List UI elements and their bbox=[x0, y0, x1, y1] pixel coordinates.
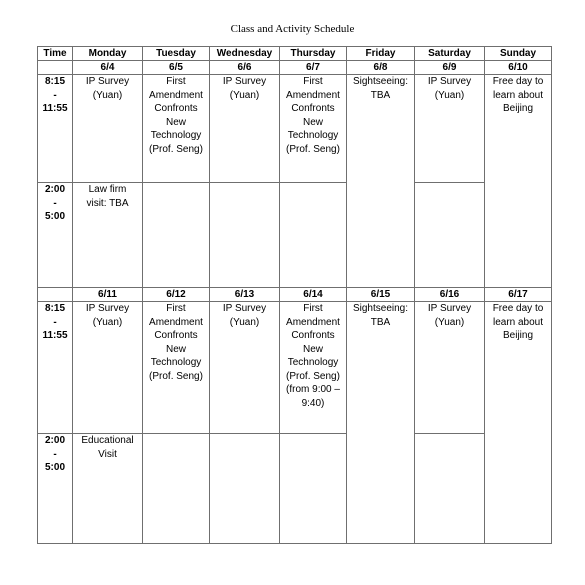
day-header-row bbox=[38, 47, 552, 61]
cell-line: 8:15 bbox=[44, 76, 65, 87]
date-cell: 6/9 bbox=[415, 61, 485, 75]
cell-line: (Yuan) bbox=[229, 316, 260, 328]
schedule-cell bbox=[210, 434, 280, 544]
cell-line: First bbox=[166, 76, 186, 87]
day-header-thursday: Thursday bbox=[280, 47, 347, 61]
schedule-cell bbox=[143, 75, 210, 183]
cell-line: IP Survey bbox=[222, 76, 267, 87]
date-cell: 6/13 bbox=[210, 288, 280, 302]
day-header-monday: Monday bbox=[73, 47, 143, 61]
cell-line: New bbox=[302, 116, 323, 128]
cell-line: First bbox=[303, 303, 323, 314]
schedule-cell bbox=[143, 183, 210, 288]
day-header-friday: Friday bbox=[347, 47, 415, 61]
date-cell: 6/17 bbox=[485, 288, 552, 302]
day-header-saturday: Saturday bbox=[415, 47, 485, 61]
cell-line: Technology bbox=[150, 130, 202, 141]
cell-line: learn about bbox=[492, 316, 544, 328]
date-cell: 6/14 bbox=[280, 288, 347, 302]
time-cell bbox=[38, 75, 73, 183]
cell-line: (Yuan) bbox=[434, 316, 465, 328]
cell-line: Confronts bbox=[154, 330, 198, 341]
week1-afternoon-row bbox=[38, 183, 552, 288]
cell-line: 2:00 bbox=[44, 184, 65, 195]
cell-line: IP Survey bbox=[85, 76, 130, 87]
cell-line: Amendment bbox=[149, 89, 203, 101]
schedule-cell bbox=[73, 434, 143, 544]
schedule-table bbox=[37, 46, 552, 544]
cell-line: 11:55 bbox=[42, 330, 68, 341]
cell-line: 5:00 bbox=[44, 211, 65, 222]
schedule-cell bbox=[347, 302, 415, 544]
cell-line: New bbox=[165, 343, 186, 355]
cell-line: 9:40) bbox=[301, 397, 325, 409]
day-header-wednesday: Wednesday bbox=[210, 47, 280, 61]
date-cell-empty bbox=[38, 61, 73, 75]
schedule-cell bbox=[415, 75, 485, 183]
cell-line: (Prof. Seng) bbox=[286, 143, 340, 155]
cell-line: 5:00 bbox=[44, 462, 65, 473]
cell-line: Visit bbox=[98, 448, 117, 460]
schedule-cell bbox=[210, 75, 280, 183]
cell-line: - bbox=[53, 448, 57, 460]
cell-line: (Prof. Seng) bbox=[149, 143, 203, 155]
cell-line: IP Survey bbox=[427, 76, 472, 87]
date-cell-empty bbox=[38, 288, 73, 302]
cell-line: Beijing bbox=[502, 330, 534, 341]
cell-line: Confronts bbox=[291, 330, 335, 341]
cell-line: Confronts bbox=[154, 103, 198, 114]
cell-line: visit: TBA bbox=[86, 197, 129, 209]
week2-date-row bbox=[38, 288, 552, 302]
cell-line: Law firm bbox=[88, 184, 127, 195]
date-cell: 6/8 bbox=[347, 61, 415, 75]
cell-line: New bbox=[302, 343, 323, 355]
date-cell: 6/6 bbox=[210, 61, 280, 75]
cell-line: Technology bbox=[150, 357, 202, 368]
cell-line: Technology bbox=[287, 357, 339, 368]
week1-morning-row bbox=[38, 75, 552, 183]
time-cell bbox=[38, 183, 73, 288]
schedule-cell bbox=[415, 434, 485, 544]
cell-line: TBA bbox=[370, 89, 391, 101]
cell-line: First bbox=[166, 303, 186, 314]
schedule-cell bbox=[415, 302, 485, 434]
cell-line: Amendment bbox=[286, 316, 340, 328]
time-header: Time bbox=[38, 47, 73, 61]
schedule-cell bbox=[210, 302, 280, 434]
date-cell: 6/11 bbox=[73, 288, 143, 302]
date-cell: 6/12 bbox=[143, 288, 210, 302]
schedule-cell bbox=[280, 183, 347, 288]
date-cell: 6/16 bbox=[415, 288, 485, 302]
cell-line: - bbox=[53, 316, 57, 328]
cell-line: 11:55 bbox=[42, 103, 68, 114]
week1-date-row bbox=[38, 61, 552, 75]
cell-line: (Yuan) bbox=[92, 89, 123, 101]
cell-line: (from 9:00 – bbox=[286, 384, 340, 395]
date-cell: 6/10 bbox=[485, 61, 552, 75]
cell-line: learn about bbox=[492, 89, 544, 101]
day-header-sunday: Sunday bbox=[485, 47, 552, 61]
cell-line: (Yuan) bbox=[229, 89, 260, 101]
cell-line: 2:00 bbox=[44, 435, 65, 446]
schedule-cell bbox=[415, 183, 485, 288]
cell-line: Educational bbox=[81, 435, 134, 446]
cell-line: - bbox=[53, 197, 57, 209]
schedule-cell bbox=[143, 302, 210, 434]
week2-afternoon-row bbox=[38, 434, 552, 544]
cell-line: (Prof. Seng) bbox=[149, 370, 203, 382]
schedule-cell bbox=[143, 434, 210, 544]
cell-line: Technology bbox=[287, 130, 339, 141]
date-cell: 6/4 bbox=[73, 61, 143, 75]
cell-line: (Yuan) bbox=[434, 89, 465, 101]
cell-line: (Yuan) bbox=[92, 316, 123, 328]
schedule-cell bbox=[347, 75, 415, 288]
week2-morning-row bbox=[38, 302, 552, 434]
schedule-cell bbox=[280, 434, 347, 544]
schedule-cell bbox=[73, 183, 143, 288]
cell-line: Amendment bbox=[149, 316, 203, 328]
cell-line: Free day to bbox=[492, 303, 544, 314]
schedule-cell bbox=[280, 302, 347, 434]
cell-line: Free day to bbox=[492, 76, 544, 87]
cell-line: Sightseeing: bbox=[352, 303, 409, 314]
cell-line: Confronts bbox=[291, 103, 335, 114]
date-cell: 6/7 bbox=[280, 61, 347, 75]
page-title: Class and Activity Schedule bbox=[230, 23, 355, 35]
schedule-cell bbox=[485, 302, 552, 544]
cell-line: TBA bbox=[370, 316, 391, 328]
cell-line: First bbox=[303, 76, 323, 87]
cell-line: IP Survey bbox=[85, 303, 130, 314]
cell-line: Amendment bbox=[286, 89, 340, 101]
cell-line: (Prof. Seng) bbox=[286, 370, 340, 382]
cell-line: IP Survey bbox=[427, 303, 472, 314]
day-header-tuesday: Tuesday bbox=[143, 47, 210, 61]
cell-line: - bbox=[53, 89, 57, 101]
time-cell bbox=[38, 302, 73, 434]
date-cell: 6/15 bbox=[347, 288, 415, 302]
schedule-cell bbox=[280, 75, 347, 183]
schedule-cell bbox=[210, 183, 280, 288]
date-cell: 6/5 bbox=[143, 61, 210, 75]
cell-line: 8:15 bbox=[44, 303, 65, 314]
time-cell bbox=[38, 434, 73, 544]
schedule-cell bbox=[73, 75, 143, 183]
schedule-cell bbox=[73, 302, 143, 434]
cell-line: IP Survey bbox=[222, 303, 267, 314]
schedule-cell bbox=[485, 75, 552, 288]
cell-line: New bbox=[165, 116, 186, 128]
cell-line: Beijing bbox=[502, 103, 534, 114]
cell-line: Sightseeing: bbox=[352, 76, 409, 87]
